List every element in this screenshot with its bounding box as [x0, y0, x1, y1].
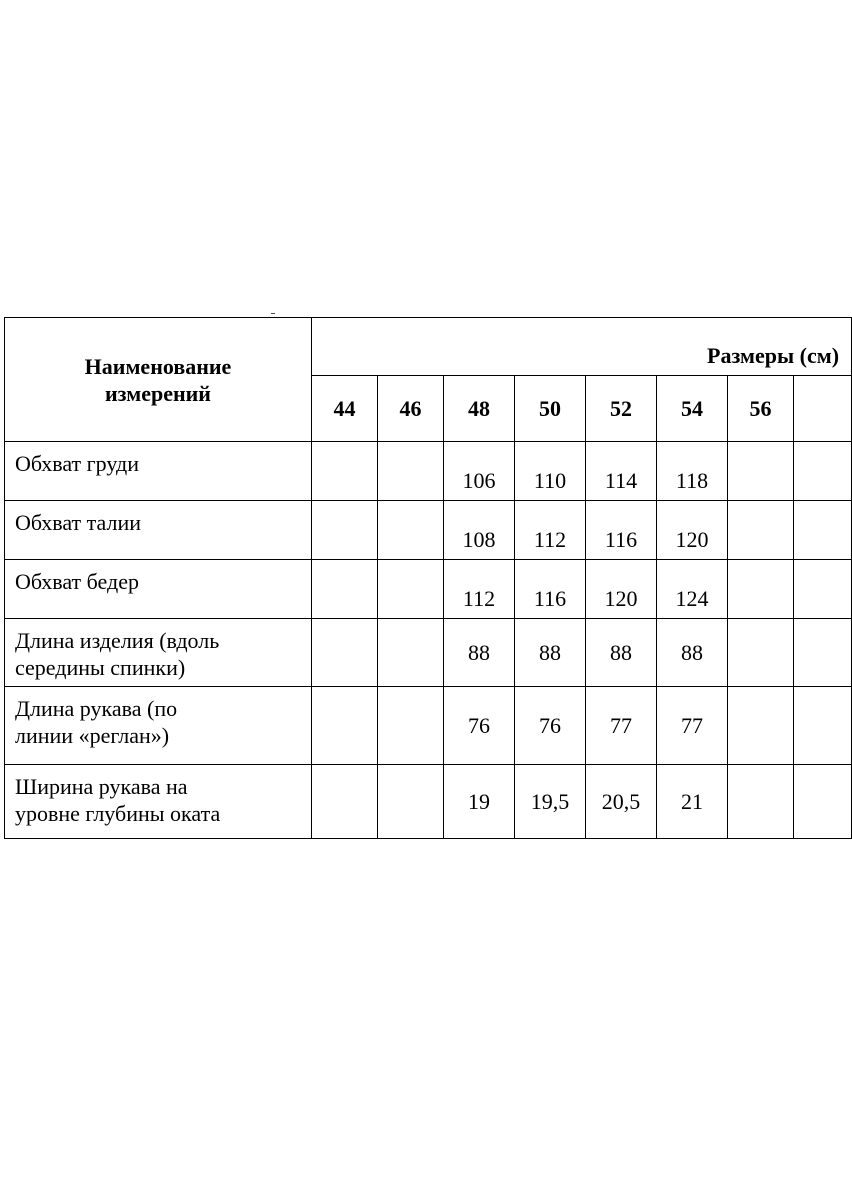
table-cell: 112 — [515, 501, 586, 560]
table-cell: 114 — [586, 442, 657, 501]
table-cell — [794, 619, 852, 687]
row-label-text: Обхват груди — [15, 451, 139, 476]
table-cell — [312, 619, 378, 687]
table-cell — [794, 442, 852, 501]
row-label-text: Длина изделия (вдоль — [15, 628, 220, 653]
row-label-text: Обхват бедер — [15, 569, 139, 594]
table-cell — [728, 501, 794, 560]
row-label-text: Ширина рукава на — [15, 774, 188, 799]
table-cell: 88 — [586, 619, 657, 687]
size-header-56: 56 — [728, 376, 794, 442]
table-row — [5, 765, 852, 839]
size-header-46: 46 — [378, 376, 444, 442]
header-sizes-title-text: Размеры (см) — [707, 343, 840, 368]
row-label-text-line2: середины спинки) — [15, 655, 186, 680]
table-cell — [378, 501, 444, 560]
table-cell: 19,5 — [515, 765, 586, 839]
size-header-44: 44 — [312, 376, 378, 442]
table-cell — [728, 619, 794, 687]
row-label — [5, 501, 312, 560]
row-label-text-line2: уровне глубины оката — [15, 801, 221, 826]
table-cell: 118 — [657, 442, 728, 501]
table-cell: 106 — [444, 442, 515, 501]
header-name-line1: Наименование — [84, 353, 232, 379]
size-header-52: 52 — [586, 376, 657, 442]
table-cell — [728, 765, 794, 839]
row-label — [5, 560, 312, 619]
row-label-text-line2: линии «реглан») — [15, 723, 170, 748]
table-cell — [794, 560, 852, 619]
size-table-container — [4, 317, 840, 845]
table-cell — [378, 687, 444, 765]
table-cell: 88 — [515, 619, 586, 687]
header-row-1 — [5, 318, 852, 376]
row-label — [5, 619, 312, 687]
table-cell: 21 — [657, 765, 728, 839]
table-cell: 88 — [657, 619, 728, 687]
table-row — [5, 442, 852, 501]
table-cell: 124 — [657, 560, 728, 619]
table-row — [5, 501, 852, 560]
row-label — [5, 687, 312, 765]
table-cell: 120 — [586, 560, 657, 619]
table-cell — [728, 687, 794, 765]
size-header-50: 50 — [515, 376, 586, 442]
table-row — [5, 560, 852, 619]
table-cell: 112 — [444, 560, 515, 619]
table-cell: 77 — [657, 687, 728, 765]
table-cell: 76 — [444, 687, 515, 765]
row-label-text: Обхват талии — [15, 510, 142, 535]
table-cell — [312, 442, 378, 501]
table-cell — [312, 560, 378, 619]
table-cell: 88 — [444, 619, 515, 687]
table-cell: 19 — [444, 765, 515, 839]
table-cell — [794, 687, 852, 765]
table-cell: 116 — [586, 501, 657, 560]
table-cell: 20,5 — [586, 765, 657, 839]
row-label — [5, 442, 312, 501]
table-cell — [378, 560, 444, 619]
table-cell: 120 — [657, 501, 728, 560]
table-cell — [794, 765, 852, 839]
header-sizes-title — [312, 318, 852, 376]
header-name-line2: измерений — [105, 380, 211, 406]
table-cell — [378, 619, 444, 687]
stray-mark — [271, 313, 275, 314]
header-measurement-name — [5, 318, 312, 442]
table-cell — [728, 560, 794, 619]
table-cell — [312, 501, 378, 560]
table-cell — [794, 501, 852, 560]
size-header-54: 54 — [657, 376, 728, 442]
table-row — [5, 687, 852, 765]
table-cell: 108 — [444, 501, 515, 560]
table-cell: 77 — [586, 687, 657, 765]
table-row — [5, 619, 852, 687]
size-table — [4, 317, 852, 839]
table-cell — [378, 442, 444, 501]
table-cell — [728, 442, 794, 501]
row-label-text: Длина рукава (по — [15, 696, 178, 721]
table-cell: 110 — [515, 442, 586, 501]
size-header-cut — [794, 376, 852, 442]
table-cell: 76 — [515, 687, 586, 765]
table-cell — [378, 765, 444, 839]
table-cell: 116 — [515, 560, 586, 619]
row-label — [5, 765, 312, 839]
size-header-48: 48 — [444, 376, 515, 442]
table-cell — [312, 687, 378, 765]
table-cell — [312, 765, 378, 839]
